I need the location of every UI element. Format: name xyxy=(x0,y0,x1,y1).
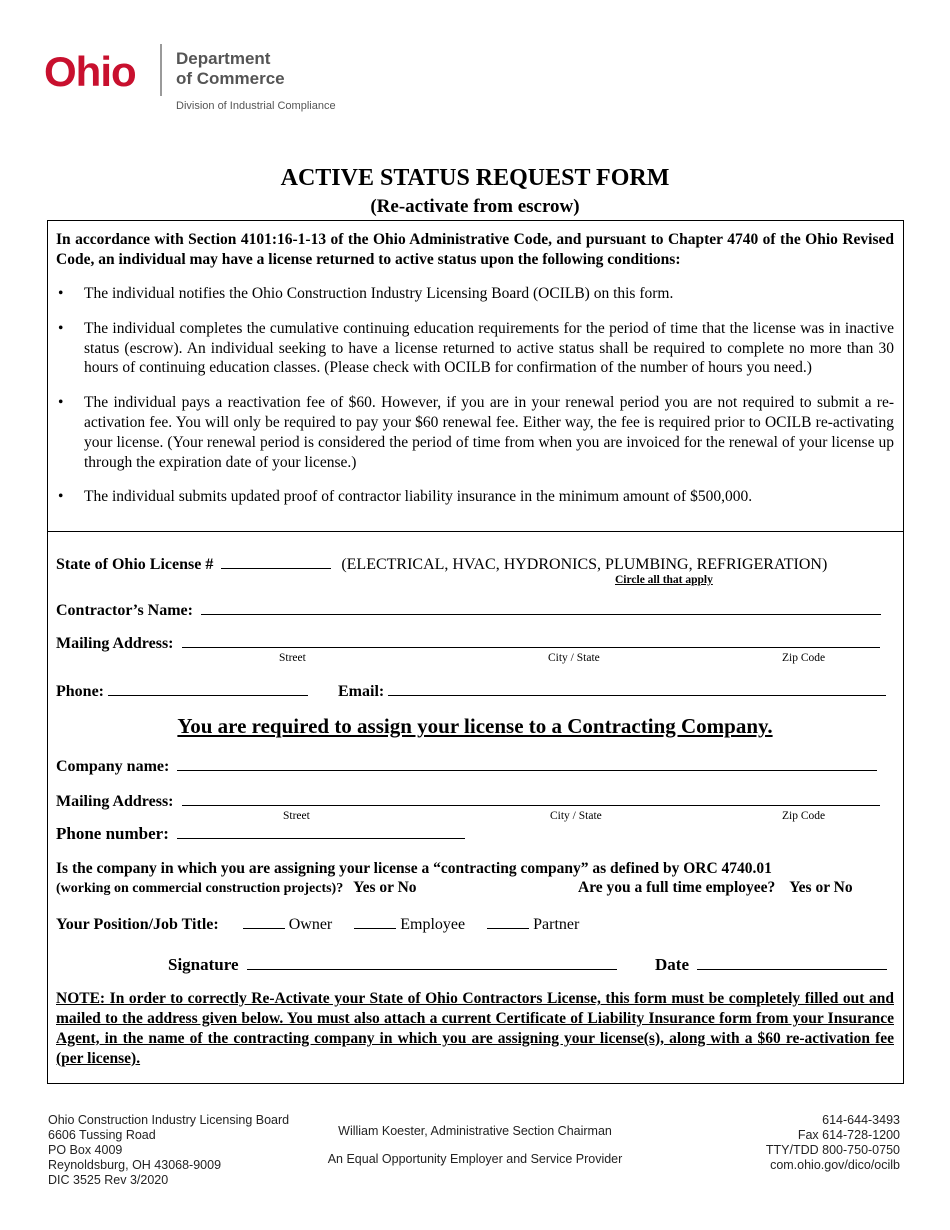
email-field[interactable] xyxy=(388,680,886,696)
street-caption: Street xyxy=(279,652,306,664)
license-label: State of Ohio License # xyxy=(56,556,214,573)
company-name-field[interactable] xyxy=(177,755,877,771)
owner-blank[interactable] xyxy=(243,913,285,929)
logo-divider xyxy=(160,44,162,96)
fulltime-yes-no[interactable]: Yes or No xyxy=(789,879,853,896)
note-paragraph: NOTE: In order to correctly Re-Activate your State of Ohio Contractors License, this form must be completely filled out and mailed to the address given below. You must also attach a current Certificate of Liability Insurance form from your Insurance Agent, in the name of the contracting company in which you are assigning your license(s), along with a $60 re-activation fee (per license). xyxy=(56,990,894,1067)
footer-fax: Fax 614-728-1200 xyxy=(797,1128,900,1142)
position-owner: Owner xyxy=(288,916,333,933)
zip-caption: Zip Code xyxy=(782,652,826,664)
position-label: Your Position/Job Title: xyxy=(56,916,219,933)
phone-label: Phone: xyxy=(56,683,104,700)
intro-paragraph: In accordance with Section 4101:16-1-13 of the Ohio Administrative Code, and pursuant to Chapter 4740 of the Ohio Revised Code, an individual may have a license returned to active status upon the following conditions: xyxy=(56,231,894,268)
footer-phone: 614-644-3493 xyxy=(822,1113,900,1127)
position-employee: Employee xyxy=(400,916,466,933)
form-box-divider xyxy=(47,531,904,532)
signature-field[interactable] xyxy=(247,954,617,970)
footer-address-line: 6606 Tussing Road xyxy=(48,1128,156,1142)
circle-note: Circle all that apply xyxy=(615,574,713,586)
assign-license-headline: You are required to assign your license to a Contracting Company. xyxy=(177,714,773,738)
phone-row xyxy=(56,680,308,701)
footer-address-line: PO Box 4009 xyxy=(48,1143,123,1157)
company-name-label: Company name: xyxy=(56,758,170,775)
company-phone-field[interactable] xyxy=(177,823,465,839)
mailing-address-row xyxy=(56,632,880,653)
contractor-name-field[interactable] xyxy=(201,599,881,615)
license-row xyxy=(56,553,827,574)
fulltime-question: Are you a full time employee? xyxy=(578,879,776,896)
page-title: ACTIVE STATUS REQUEST FORM xyxy=(280,165,670,191)
mailing-address-field[interactable] xyxy=(182,632,880,648)
phone-field[interactable] xyxy=(108,680,308,696)
logo-division: Division of Industrial Compliance xyxy=(176,100,336,112)
signature-row xyxy=(168,954,617,975)
company-mailing-row xyxy=(56,790,880,811)
position-partner: Partner xyxy=(533,916,580,933)
contractor-name-label: Contractor’s Name: xyxy=(56,602,193,619)
condition-item: • The individual submits updated proof of contractor liability insurance in the minimum amount of $500,000. xyxy=(56,487,894,507)
company-city-state-caption: City / State xyxy=(550,810,602,822)
company-zip-caption: Zip Code xyxy=(782,810,826,822)
signature-label: Signature xyxy=(168,955,239,974)
dept-line-2: of Commerce xyxy=(176,69,285,88)
employee-blank[interactable] xyxy=(354,913,396,929)
logo-ohio-wordmark: Ohio xyxy=(44,48,136,95)
footer-address-line: Reynoldsburg, OH 43068-9009 xyxy=(48,1158,222,1172)
footer-tty: TTY/TDD 800-750-0750 xyxy=(765,1143,900,1157)
footer-contacts xyxy=(640,1113,900,1173)
company-mailing-label: Mailing Address: xyxy=(56,793,174,810)
footer-eeo: An Equal Opportunity Employer and Service Provider xyxy=(327,1152,623,1166)
email-label: Email: xyxy=(338,683,385,700)
logo-department xyxy=(176,49,285,89)
company-phone-label: Phone number: xyxy=(56,824,169,843)
contracting-question-paren: (working on commercial construction projects)? xyxy=(56,881,344,896)
company-mailing-field[interactable] xyxy=(182,790,880,806)
footer-website-link[interactable]: com.ohio.gov/dico/ocilb xyxy=(770,1158,900,1172)
condition-item: • The individual completes the cumulative continuing education requirements for the period of time that the license was in inactive status (escrow). An individual seeking to have a license returned to active status shall be required to complete no more than 30 hours of continuing education classes. (Please check with OCILB for confirmation of the number of hours you need.) xyxy=(56,319,894,378)
condition-item: • The individual notifies the Ohio Construction Industry Licensing Board (OCILB) on this form. xyxy=(56,284,894,304)
company-street-caption: Street xyxy=(283,810,310,822)
contracting-question-row xyxy=(56,879,417,897)
company-phone-row xyxy=(56,823,465,844)
footer-form-number: DIC 3525 Rev 3/2020 xyxy=(48,1173,169,1187)
page-subtitle: (Re-activate from escrow) xyxy=(370,196,580,217)
contractor-name-row xyxy=(56,599,881,620)
conditions-list xyxy=(56,284,894,522)
footer-address-line: Ohio Construction Industry Licensing Board xyxy=(48,1113,290,1127)
fulltime-row xyxy=(578,879,853,897)
dept-line-1: Department xyxy=(176,49,271,68)
condition-item: • The individual pays a reactivation fee of $60. However, if you are in your renewal period you are not required to submit a re-activation fee. You will only be required to pay your $60 renewal fee. Either way, the fee is required prior to OCILB re-activating your license. (Your renewal period is considered the period of time from when you are invoiced for the renewal of your license up through the expiration date of your license.) xyxy=(56,393,894,472)
partner-blank[interactable] xyxy=(487,913,529,929)
date-field[interactable] xyxy=(697,954,887,970)
license-number-field[interactable] xyxy=(221,553,331,569)
company-name-row xyxy=(56,755,877,776)
date-label: Date xyxy=(655,955,689,974)
city-state-caption: City / State xyxy=(548,652,600,664)
mailing-address-label: Mailing Address: xyxy=(56,635,174,652)
contracting-yes-no[interactable]: Yes or No xyxy=(353,879,417,896)
email-row xyxy=(338,680,886,701)
position-row xyxy=(56,913,579,934)
date-row xyxy=(655,954,887,975)
license-types: (ELECTRICAL, HVAC, HYDRONICS, PLUMBING, REFRIGERATION) xyxy=(341,556,828,573)
contracting-question: Is the company in which you are assigning your license a “contracting company” as defined by ORC 4740.01 xyxy=(56,860,772,877)
footer-chairman: William Koester, Administrative Section Chairman xyxy=(338,1124,612,1138)
